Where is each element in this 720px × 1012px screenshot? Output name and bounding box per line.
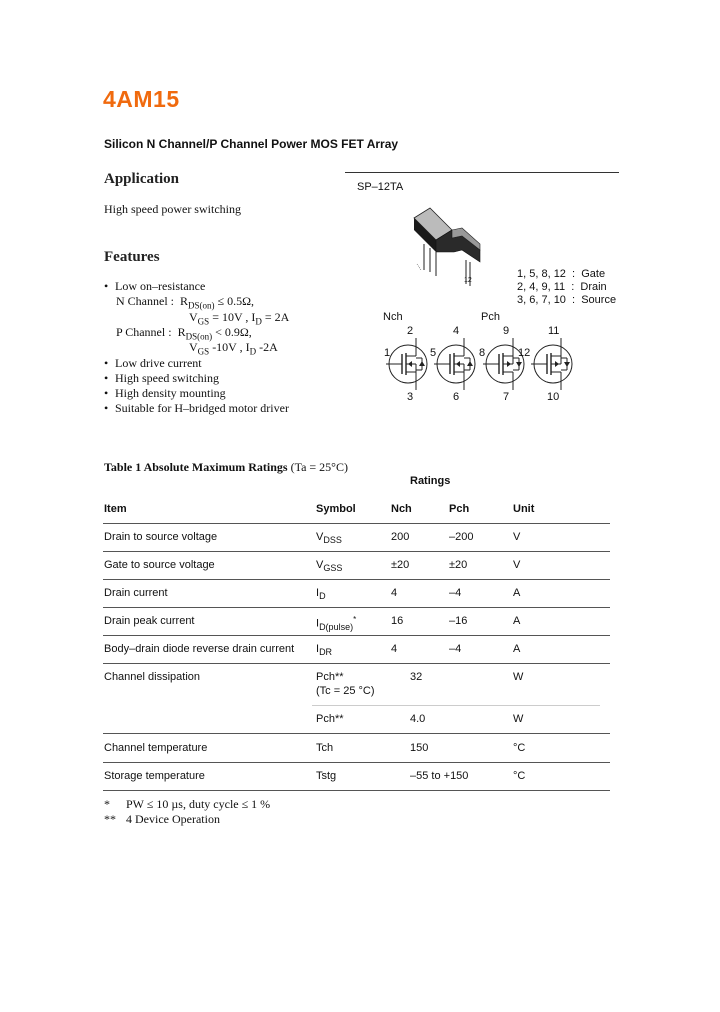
pin-map-drain: 2, 4, 9, 11 : Drain — [517, 281, 607, 293]
pin-number: 4 — [453, 325, 460, 337]
footnote-mark: ** — [104, 812, 116, 826]
pch-label: Pch — [481, 311, 500, 323]
column-header-pch: Pch — [449, 503, 470, 515]
table-cell-pch: –16 — [449, 615, 468, 627]
column-header-unit: Unit — [513, 503, 535, 515]
table-cell-symbol: Tch — [316, 742, 334, 754]
pin-number: 3 — [407, 391, 414, 403]
table-cell-pch: –200 — [449, 531, 474, 543]
table-cell-unit: °C — [513, 742, 526, 754]
mosfet-pch-symbol-icon — [483, 338, 524, 390]
features-heading: Features — [104, 249, 160, 265]
table-cell-pch: –4 — [449, 643, 462, 655]
footnote-text: PW ≤ 10 µs, duty cycle ≤ 1 % — [126, 797, 271, 811]
table-rule — [103, 523, 610, 524]
nch-label: Nch — [383, 311, 403, 323]
table-cell-pch: ±20 — [449, 559, 468, 571]
table-rule — [103, 733, 610, 734]
table-cell-item: Gate to source voltage — [104, 559, 215, 571]
pin-number: 5 — [430, 347, 437, 359]
table-cell-nch: 4 — [391, 643, 398, 655]
application-text: High speed power switching — [104, 202, 241, 216]
table-cell-item: Storage temperature — [104, 770, 205, 782]
package-name: SP–12TA — [357, 181, 404, 193]
table-cell-item: Channel temperature — [104, 742, 208, 754]
table-cell-value: –55 to +150 — [410, 770, 469, 782]
feature-nch-rds: N Channel : $R_{DS(on)} \le 0.5\Omega$, — [116, 294, 255, 311]
table-cell-symbol: $I_{DR}$ — [316, 643, 333, 658]
table-cell-symbol: $I_D$ — [316, 587, 326, 602]
pin-number: 2 — [407, 325, 414, 337]
mosfet-nch-symbol-icon — [386, 338, 427, 390]
feature-nch-vgs: $V_{GS} = 10V$ , $I_D = 2A$ — [189, 310, 290, 327]
table-cell-unit: V — [513, 559, 521, 571]
mosfet-nch-symbol-icon — [434, 338, 475, 390]
table-cell-symbol: Pch** — [316, 713, 344, 725]
table-title: Table 1 Absolute Maximum Ratings (Ta = 25°C) — [104, 460, 348, 474]
table-cell-value: 150 — [410, 742, 429, 754]
package-divider — [345, 172, 619, 173]
feature-low-on-resistance: • Low on–resistance — [115, 279, 205, 294]
table-cell-unit: W — [513, 713, 524, 725]
table-cell-item: Drain peak current — [104, 615, 195, 627]
pin-number: 12 — [518, 347, 531, 359]
table-cell-unit: W — [513, 671, 524, 683]
pin-number: 6 — [453, 391, 460, 403]
table-cell-unit: V — [513, 531, 521, 543]
table-cell-unit: A — [513, 587, 521, 599]
package-pin-label: 12 — [464, 277, 472, 284]
package-drawing — [400, 200, 490, 300]
table-rule — [103, 607, 610, 608]
table-cell-symbol: Pch** — [316, 671, 344, 683]
table-cell-symbol: $V_{GSS}$ — [316, 559, 343, 574]
table-rule — [103, 551, 610, 552]
pin-number: 8 — [479, 347, 486, 359]
feature-pch-vgs: $V_{GS}$ -10V , $I_D$ -2A — [189, 340, 278, 357]
table-cell-unit: A — [513, 643, 521, 655]
table-cell-unit: °C — [513, 770, 526, 782]
table-cell-item: Drain current — [104, 587, 168, 599]
table-cell-nch: ±20 — [391, 559, 410, 571]
part-number-title: 4AM15 — [103, 86, 180, 112]
column-header-nch: Nch — [391, 503, 412, 515]
table-cell-symbol: $V_{DSS}$ — [316, 531, 342, 546]
footnote-mark: * — [104, 797, 110, 811]
table-cell-item: Body–drain diode reverse drain current — [104, 643, 295, 655]
feature-item: • High speed switching — [115, 371, 219, 386]
table-cell-symbol: Tstg — [316, 770, 337, 782]
application-heading: Application — [104, 171, 180, 187]
document-subtitle: Silicon N Channel/P Channel Power MOS FET Array — [104, 137, 399, 151]
feature-item: • Suitable for H–bridged motor driver — [115, 401, 289, 416]
pin-map-source: 3, 6, 7, 10 : Source — [517, 294, 617, 306]
pin-number: 10 — [547, 391, 560, 403]
table-cell-item: Drain to source voltage — [104, 531, 218, 543]
table-rule — [103, 790, 610, 791]
column-header-item: Item — [104, 503, 127, 515]
table-rule — [103, 762, 610, 763]
table-cell-nch: 4 — [391, 587, 398, 599]
table-cell-nch: 16 — [391, 615, 404, 627]
feature-item: • Low drive current — [115, 356, 202, 371]
table-rule-light — [312, 705, 600, 706]
table-cell-item: Channel dissipation — [104, 671, 201, 683]
table-rule — [103, 579, 610, 580]
table-cell-symbol: $I_{D(pulse)}^*$ — [316, 615, 357, 632]
table-cell-unit: A — [513, 615, 521, 627]
footnote-text: 4 Device Operation — [126, 812, 220, 826]
package-body-icon — [414, 208, 480, 286]
table-cell-nch: 200 — [391, 531, 410, 543]
feature-item: • High density mounting — [115, 386, 226, 401]
pin-number: 7 — [503, 391, 510, 403]
table-rule — [103, 663, 610, 664]
pin-number: 11 — [548, 325, 560, 337]
mosfet-array-schematic — [378, 336, 578, 392]
pin-number: 1 — [384, 347, 391, 359]
table-cell-value: 4.0 — [410, 713, 426, 725]
pin-number: 9 — [503, 325, 510, 337]
feature-pch-rds: P Channel : $R_{DS(on)} < 0.9\Omega$, — [116, 325, 252, 342]
table-cell-value: 32 — [410, 671, 423, 683]
table-cell-pch: –4 — [449, 587, 462, 599]
pin-map-gate: 1, 5, 8, 12 : Gate — [517, 268, 606, 280]
ratings-header: Ratings — [410, 475, 451, 487]
column-header-symbol: Symbol — [316, 503, 356, 515]
table-cell-symbol-note: (Tc = 25 °C) — [316, 685, 375, 697]
mosfet-pch-symbol-icon — [531, 338, 572, 390]
table-rule — [103, 635, 610, 636]
